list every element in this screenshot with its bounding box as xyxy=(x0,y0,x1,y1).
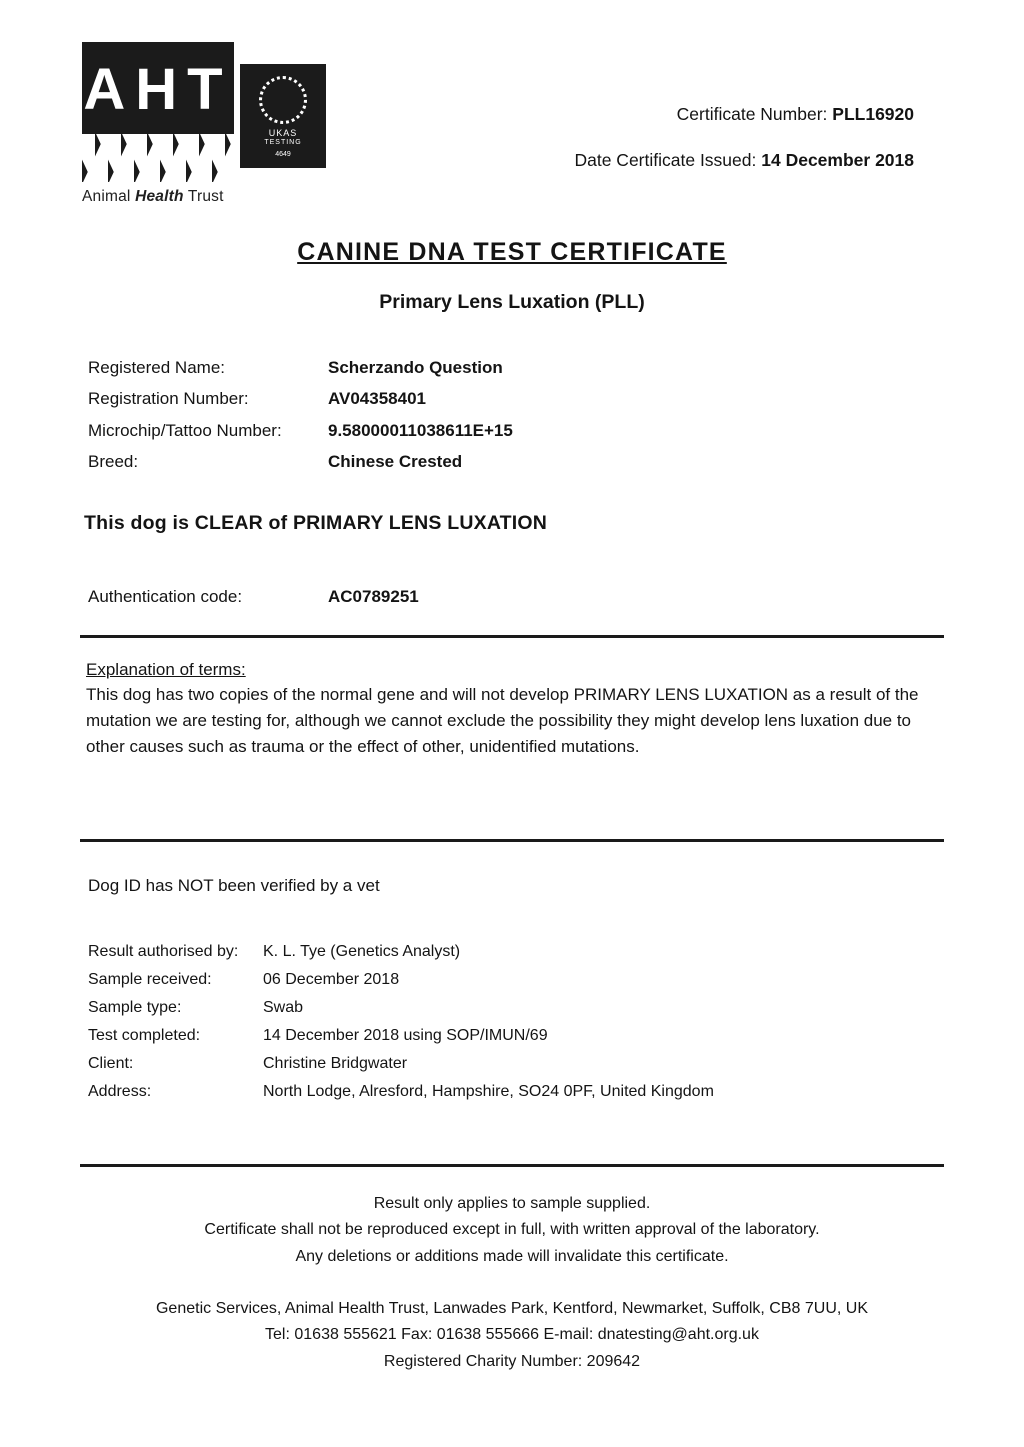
result-info-row xyxy=(88,1022,1024,1050)
footer-charity-line: Registered Charity Number: 209642 xyxy=(383,1352,641,1370)
date-issued-line xyxy=(574,138,914,184)
detail-row xyxy=(88,415,1024,446)
divider-middle xyxy=(80,839,944,842)
sample-type-value: Swab xyxy=(263,998,304,1016)
divider-bottom xyxy=(80,1164,944,1167)
logo-caption xyxy=(82,188,332,206)
result-info-row xyxy=(88,1078,1024,1106)
result-statement: This dog is CLEAR of PRIMARY LENS LUXATION xyxy=(84,511,548,534)
footer-note-line: Result only applies to sample supplied. xyxy=(373,1194,651,1212)
aht-logo xyxy=(82,42,332,206)
logo-caption-pre: Animal xyxy=(82,188,136,205)
microchip-number-value: 9.58000011038611E+15 xyxy=(328,420,513,440)
logo-mark xyxy=(82,42,327,182)
certificate-number-value: PLL16920 xyxy=(832,104,914,124)
breed-label: Breed: xyxy=(88,452,139,472)
test-completed-label: Test completed: xyxy=(88,1026,201,1044)
vet-verification-note: Dog ID has NOT been verified by a vet xyxy=(88,875,380,895)
ukas-number: 4649 xyxy=(275,151,291,159)
result-info-section xyxy=(88,938,1024,1106)
footer-phone-line: Tel: 01638 555621 Fax: 01638 555666 E-mail: dnatesting@aht.org.uk xyxy=(265,1326,759,1344)
subject-details xyxy=(88,352,1024,478)
logo-caption-post: Trust xyxy=(183,188,224,205)
sample-type-label: Sample type: xyxy=(88,998,182,1016)
address-label: Address: xyxy=(88,1082,152,1100)
explanation-text: This dog has two copies of the normal gene and will not develop PRIMARY LENS LUXATION as a result of the mutation we are testing for, although we cannot exclude the possibility they might develop lens luxation due to other causes such as trauma or the effect of other, unidentified mutations. xyxy=(86,684,919,757)
sample-received-label: Sample received: xyxy=(88,970,212,988)
result-info-row xyxy=(88,1050,1024,1078)
certificate-header xyxy=(0,0,1024,230)
detail-row xyxy=(88,446,1024,477)
aht-letters-icon: AHT xyxy=(82,42,234,182)
certificate-meta xyxy=(574,92,914,183)
authorised-by-label: Result authorised by: xyxy=(88,942,239,960)
ukas-accreditation-icon xyxy=(240,64,326,168)
explanation-heading: Explanation of terms: xyxy=(86,659,246,679)
logo-caption-em: Health xyxy=(135,188,184,205)
microchip-number-label: Microchip/Tattoo Number: xyxy=(88,420,282,440)
footer-note-line: Any deletions or additions made will invalidate this certificate. xyxy=(295,1247,729,1265)
registered-name-value: Scherzando Question xyxy=(328,358,503,377)
authentication-code-value: AC0789251 xyxy=(328,586,419,606)
authentication-code-label: Authentication code: xyxy=(88,586,243,606)
client-value: Christine Bridgwater xyxy=(263,1054,408,1072)
sample-received-value: 06 December 2018 xyxy=(263,970,400,988)
footer-notes xyxy=(0,1191,1024,1270)
date-issued-value: 14 December 2018 xyxy=(761,149,914,170)
certificate-number-label: Certificate Number: xyxy=(676,104,828,124)
ukas-sub: TESTING xyxy=(264,138,302,146)
registered-name-label: Registered Name: xyxy=(88,358,226,377)
authentication-code xyxy=(88,587,1024,607)
registration-number-label: Registration Number: xyxy=(88,389,249,409)
explanation-section xyxy=(86,660,938,761)
detail-row xyxy=(88,352,1024,383)
client-label: Client: xyxy=(88,1054,134,1072)
test-completed-value: 14 December 2018 using SOP/IMUN/69 xyxy=(263,1026,548,1044)
authorised-by-value: K. L. Tye (Genetics Analyst) xyxy=(263,942,461,960)
result-info-row xyxy=(88,994,1024,1022)
footer-address-line: Genetic Services, Animal Health Trust, Lanwades Park, Kentford, Newmarket, Suffolk, CB8 7UU, UK xyxy=(155,1299,868,1317)
ukas-dots-icon xyxy=(259,76,307,124)
ukas-name: UKAS xyxy=(268,127,298,138)
address-value: North Lodge, Alresford, Hampshire, SO24 0PF, United Kingdom xyxy=(263,1082,714,1100)
page-subtitle: Primary Lens Luxation (PLL) xyxy=(379,291,645,313)
result-info-row xyxy=(88,938,1024,966)
page-title: CANINE DNA TEST CERTIFICATE xyxy=(297,238,727,266)
divider-top xyxy=(80,635,944,638)
footer-contact xyxy=(0,1296,1024,1375)
result-info-row xyxy=(88,966,1024,994)
breed-value: Chinese Crested xyxy=(328,452,463,472)
certificate-number-line xyxy=(574,92,914,138)
date-issued-label: Date Certificate Issued: xyxy=(574,149,757,170)
detail-row xyxy=(88,383,1024,414)
footer-note-line: Certificate shall not be reproduced except in full, with written approval of the laboratory. xyxy=(204,1221,820,1239)
registration-number-value: AV04358401 xyxy=(328,389,426,409)
